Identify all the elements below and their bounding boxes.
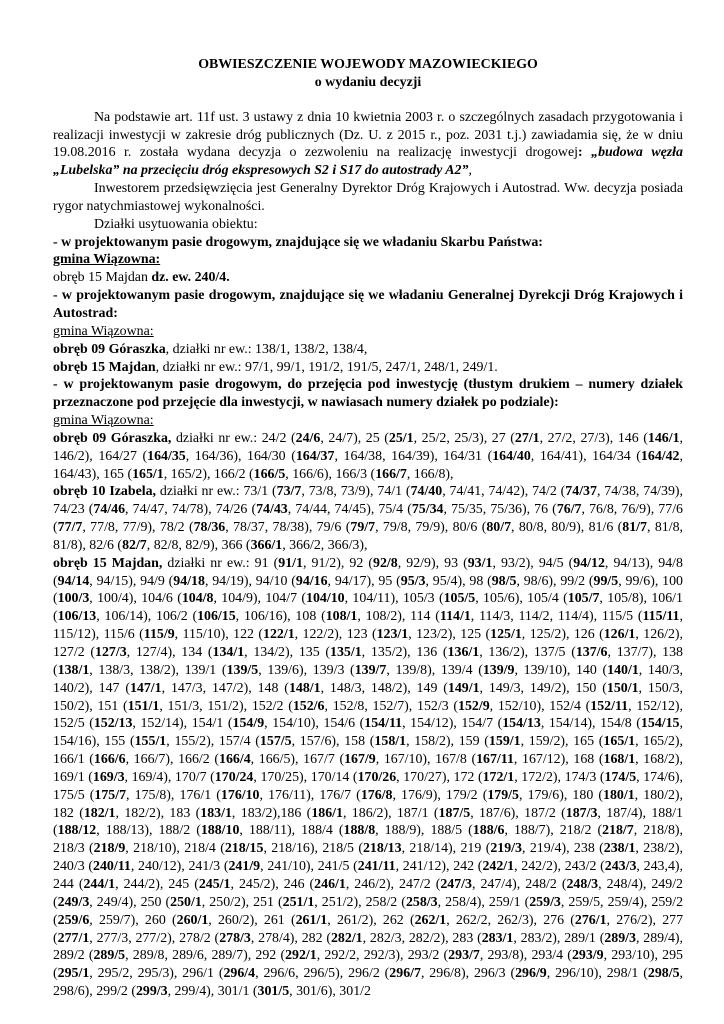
section-2-line-2-label: obręb 15 Majdan [53,359,156,375]
document-title: OBWIESZCZENIE WOJEWODY MAZOWIECKIEGO [198,57,538,72]
section-1-heading: - w projektowanym pasie drogowym, znajdujące się we władaniu Skarbu Państwa: [53,234,543,250]
section-2-line-2-text: , działki nr ew.: 97/1, 99/1, 191/2, 191/5, 247/1, 248/1, 249/1. [155,359,498,375]
majdan-paragraph [53,555,683,1001]
izabela-plots: działki nr ew.: 73/1 (73/7, 73/8, 73/9), 74/1 (74/40, 74/41, 74/42), 74/2 (74/37, 74/38, 74/39), 74/23 (74/46, 74/47, 74/78), 74/26 (74/43, 74/44, 74/45), 75/4 (75/34, 75/35, 75/36), 76 (76/7, 76/8, 76/9), 77/6 (77/7, 77/8, 77/9), 78/2 (78/36, 78/37, 78/38), 79/6 (79/7, 79/8, 79/9), 80/6 (80/7, 80/8, 80/9), 81/6 (81/7, 81/8, 81/8), 82/6 (82/7, 82/8, 82/9), 366 (366/1, 366/2, 366/3), [53,484,683,553]
goraszka-label: obręb 09 Góraszka, [53,430,172,446]
section-2-line-2 [53,359,683,377]
investor-paragraph: Inwestorem przedsięwzięcia jest Generalny Dyrektor Dróg Krajowych i Autostrad. Ww. decyzja posiada rygor natychmiastowej wykonalności. [53,181,683,214]
document-page [53,56,683,1001]
izabela-paragraph [53,483,683,554]
section-2-line-1 [53,341,683,359]
section-1-line-bold: dz. ew. 240/4. [151,270,230,286]
plots-intro: Działki usytuowania obiektu: [94,216,258,232]
section-1-gmina: gmina Wiązowna: [53,252,161,268]
section-1-line [53,269,683,287]
section-3-heading: - w projektowanym pasie drogowym, do przejęcia pod inwestycję (tłustym drukiem – numery działek przeznaczone pod przejęcie dla inwestycji, w nawiasach numery działek po podziale): [53,377,683,411]
section-2-line-1-label: obręb 09 Góraszka [53,341,166,357]
goraszka-paragraph [53,430,683,484]
section-2-gmina: gmina Wiązowna: [53,323,154,339]
majdan-plots: działki nr ew.: 91 (91/1, 91/2), 92 (92/8, 92/9), 93 (93/1, 93/2), 94/5 (94/12, 94/13), 94/8 (94/14, 94/15), 94/9 (94/18, 94/19), 94/10 (94/16, 94/17), 95 (95/3, 95/4), 98 (98/5, 98/6), 99/2 (99/5, 99/6), 100 (100/3, 100/4), 104/6 (104/8, 104/9), 104/7 (104/10, 104/11), 105/3 (105/5, 105/6), 105/4 (105/7, 105/8), 106/1 (106/13, 106/14), 106/2 (106/15, 106/16), 108 (108/1, 108/2), 114 (114/1, 114/3, 114/2, 114/4), 115/5 (115/11, 115/12), 115/6 (115/9, 115/10), 122 (122/1, 122/2), 123 (123/1, 123/2), 125 (125/1, 125/2), 126 (126/1, 126/2), 127/2 (127/3, 127/4), 134 (134/1, 134/2), 135 (135/1, 135/2), 136 (136/1, 136/2), 137/5 (137/6, 137/7), 138 (138/1, 138/3, 138/2), 139/1 (139/5, 139/6), 139/3 (139/7, 139/8), 139/4 (139/9, 139/10), 140 (140/1, 140/3, 140/2), 147 (147/1, 147/3, 147/2), 148 (148/1, 148/3, 148/2), 149 (149/1, 149/3, 149/2), 150 (150/1, 150/3, 150/2), 151 (151/1, 151/3, 151/2), 152/2 (152/6, 152/8, 152/7), 152/3 (152/9, 152/10), 152/4 (152/11, 152/12), 152/5 (152/13, 152/14), 154/1 (154/9, 154/10), 154/6 (154/11, 154/12), 154/7 (154/13, 154/14), 154/8 (154/15, 154/16), 155 (155/1, 155/2), 157/4 (157/5, 157/6), 158 (158/1, 158/2), 159 (159/1, 159/2), 165 (165/1, 165/2), 166/1 (166/6, 166/7), 166/2 (166/4, 166/5), 167/7 (167/9, 167/10), 167/8 (167/11, 167/12), 168 (168/1, 168/2), 169/1 (169/3, 169/4), 170/7 (170/24, 170/25), 170/14 (170/26, 170/27), 172 (172/1, 172/2), 174/3 (174/5, 174/6), 175/5 (175/7, 175/8), 176/1 (176/10, 176/11), 176/7 (176/8, 176/9), 179/2 (179/5, 179/6), 180 (180/1, 180/2), 182 (182/1, 182/2), 183 (183/1, 183/2),186 (186/1, 186/2), 187/1 (187/5, 187/6), 187/2 (187/3, 187/4), 188/1 (188/12, 188/13), 188/2 (188/10, 188/11), 188/4 (188/8, 188/9), 188/5 (188/6, 188/7), 218/2 (218/7, 218/8), 218/3 (218/9, 218/10), 218/4 (218/15, 218/16), 218/5 (218/13, 218/14), 219 (219/3, 219/4), 238 (238/1, 238/2), 240/3 (240/11, 240/12), 241/3 (241/9, 241/10), 241/5 (241/11, 241/12), 242 (242/1, 242/2), 243/2 (243/3, 243,4), 244 (244/1, 244/2), 245 (245/1, 245/2), 246 (246/1, 246/2), 247/2 (247/3, 247/4), 248/2 (248/3, 248/4), 249/2 (249/3, 249/4), 250 (250/1, 250/2), 251 (251/1, 251/2), 258/2 (258/3, 258/4), 259/1 (259/3, 259/5, 259/4), 259/2 (259/6, 259/7), 260 (260/1, 260/2), 261 (261/1, 261/2), 262 (262/1, 262/2, 262/3), 276 (276/1, 276/2), 277 (277/1, 277/3, 277/2), 278/2 (278/3, 278/4), 282 (282/1, 282/3, 282/2), 283 (283/1, 283/2), 289/1 (289/3, 289/4), 289/2 (289/5, 289/8, 289/6, 289/7), 292 (292/1, 292/2, 292/3), 293/2 (293/7, 293/8), 293/4 (293/9, 293/10), 295 (295/1, 295/2, 295/3), 296/1 (296/4, 296/6, 296/5), 296/2 (296/7, 296/8), 296/3 (296/9, 296/10), 298/1 (298/5, 298/6), 299/2 (299/3, 299/4), 301/1 (301/5, 301/6), 301/2 [53,555,684,1000]
section-3-gmina: gmina Wiązowna: [53,413,154,429]
intro-tail: , [468,163,472,179]
document-subtitle: o wydaniu decyzji [314,74,422,90]
intro-paragraph [53,109,683,180]
majdan-label: obręb 15 Majdan, [53,555,163,571]
spacer [53,92,683,109]
investment-title: „budowa węzła „Lubelska” na przecięciu dróg ekspresowych S2 i S17 do autostrady A2” [53,145,683,179]
section-2-line-1-text: , działki nr ew.: 138/1, 138/2, 138/4, [165,341,368,357]
goraszka-plots: działki nr ew.: 24/2 (24/6, 24/7), 25 (25/1, 25/2, 25/3), 27 (27/1, 27/2, 27/3), 146 (146/1, 146/2), 164/27 (164/35, 164/36), 164/30 (164/37, 164/38, 164/39), 164/31 (164/40, 164/41), 164/34 (164/42, 164/43), 165 (165/1, 165/2), 166/2 (166/5, 166/6), 166/3 (166/7, 166/8), [53,430,684,482]
izabela-label: obręb 10 Izabela, [53,484,157,500]
intro-colon: : [578,145,592,161]
section-1-line-text: obręb 15 Majdan [53,270,152,286]
section-2-heading: - w projektowanym pasie drogowym, znajdujące się we władaniu Generalnej Dyrekcji Dróg Krajowych i Autostrad: [53,288,683,321]
intro-text: Na podstawie art. 11f ust. 3 ustawy z dnia 10 kwietnia 2003 r. o szczególnych zasadach przygotowania i realizacji inwestycji w zakresie dróg publicznych (Dz. U. z 2015 r., poz. 2031 t.j.) zawiadamia się, że w dniu 19.08.2016 r. została wydana decyzja o zezwoleniu na realizację inwestycji drogowej [53,109,683,161]
